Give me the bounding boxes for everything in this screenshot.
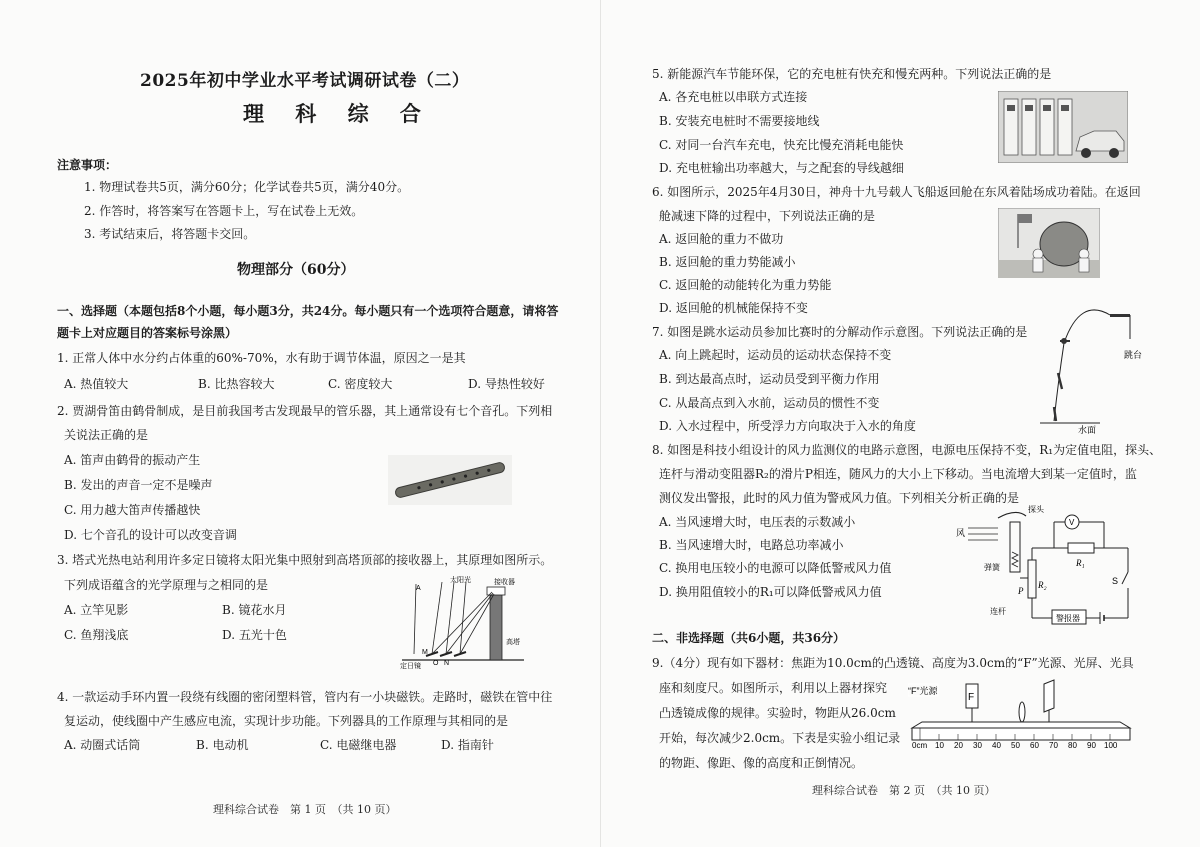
q3-stem: 3. 塔式光热电站利用许多定日镜将太阳光集中照射到高塔顶部的接收器上，其原理如图所示。 bbox=[57, 553, 553, 567]
bone-flute-image bbox=[388, 455, 512, 505]
q2-option-d: D. 七个音孔的设计可以改变音调 bbox=[64, 528, 237, 542]
q6-option-d: D. 返回舱的机械能保持不变 bbox=[659, 301, 808, 315]
q9-text: 的物距、像距、像的高度和正倒情况。 bbox=[659, 756, 864, 770]
q8-option-a: A. 当风速增大时，电压表的示数减小 bbox=[659, 515, 856, 529]
label-f-source: “F”光源 bbox=[908, 686, 938, 696]
notice-item: 2. 作答时，将答案写在答题卡上，写在试卷上无效。 bbox=[84, 204, 364, 218]
label-r1: R₁ bbox=[1076, 558, 1085, 568]
notice-title: 注意事项： bbox=[57, 158, 118, 172]
q1-option-a: A. 热值较大 bbox=[64, 377, 129, 391]
scale-tick-label: 70 bbox=[1049, 741, 1058, 748]
q9-text: 座和刻度尺。如图所示，利用以上器材探究 bbox=[659, 681, 888, 695]
q6-option-b: B. 返回舱的重力势能减小 bbox=[659, 255, 796, 269]
q5-option-a: A. 各充电桩以串联方式连接 bbox=[659, 90, 808, 104]
page-2 bbox=[600, 0, 1200, 847]
q2-option-c: C. 用力越大笛声传播越快 bbox=[64, 503, 201, 517]
scale-tick-label: 20 bbox=[954, 741, 963, 748]
q7-option-b: B. 到达最高点时，运动员受到平衡力作用 bbox=[659, 372, 880, 386]
scale-tick-label: 90 bbox=[1087, 741, 1096, 748]
label-probe: 探头 bbox=[1028, 505, 1044, 514]
page-footer: 理科综合试卷 第 1 页 （共 10 页） bbox=[213, 803, 397, 816]
label-water-surface: 水面 bbox=[1078, 425, 1097, 435]
label-r2: R₂ bbox=[1038, 580, 1047, 590]
scale-tick-label: 10 bbox=[935, 741, 944, 748]
label-diving-board: 跳台 bbox=[1124, 350, 1143, 360]
q1-option-c: C. 密度较大 bbox=[328, 377, 393, 391]
label-spring: 弹簧 bbox=[984, 563, 1000, 572]
label-receiver: 接收器 bbox=[494, 579, 515, 586]
label-n: N bbox=[444, 660, 450, 667]
q9-text: 开始，每次减少2.0cm。下表是实验小组记录 bbox=[659, 731, 901, 745]
diving-diagram bbox=[1040, 303, 1156, 435]
solar-tower-diagram bbox=[398, 574, 528, 670]
label-heliostat: 定日镜 bbox=[400, 663, 421, 670]
exam-subtitle: 理 科 综 合 bbox=[243, 101, 433, 126]
scale-tick-label: 100 bbox=[1104, 741, 1118, 748]
q6-option-a: A. 返回舱的重力不做功 bbox=[659, 232, 784, 246]
part1-heading: 题卡上对应题目的答案标号涂黑） bbox=[57, 326, 238, 340]
q3-option-c: C. 鱼翔浅底 bbox=[64, 628, 129, 642]
scale-tick-label: 0cm bbox=[912, 741, 928, 748]
q6-stem: 舱减速下降的过程中，下列说法正确的是 bbox=[659, 209, 876, 223]
q4-option-b: B. 电动机 bbox=[196, 738, 249, 752]
notice-item: 1. 物理试卷共5页，满分60分；化学试卷共5页，满分40分。 bbox=[84, 180, 410, 194]
q5-option-c: C. 对同一台汽车充电，快充比慢充消耗电能快 bbox=[659, 138, 904, 152]
label-sunlight: 太阳光 bbox=[450, 577, 471, 584]
label-switch: S bbox=[1112, 576, 1119, 586]
label-f: F bbox=[968, 692, 975, 703]
q7-stem: 7. 如图是跳水运动员参加比赛时的分解动作示意图。下列说法正确的是 bbox=[652, 325, 1028, 339]
label-p: P bbox=[1018, 586, 1024, 596]
charging-station-photo bbox=[998, 91, 1128, 163]
label-a: A bbox=[416, 585, 421, 592]
q4-option-a: A. 动圈式话筒 bbox=[64, 738, 141, 752]
scale-tick-label: 60 bbox=[1030, 741, 1039, 748]
q7-option-c: C. 从最高点到入水前，运动员的惯性不变 bbox=[659, 396, 880, 410]
q1-option-b: B. 比热容较大 bbox=[198, 377, 275, 391]
q8-option-d: D. 换用阻值较小的R₁可以降低警戒风力值 bbox=[659, 585, 882, 599]
q4-option-d: D. 指南针 bbox=[441, 738, 494, 752]
q8-option-b: B. 当风速增大时，电路总功率减小 bbox=[659, 538, 844, 552]
q4-stem: 4. 一款运动手环内置一段绕有线圈的密闭塑料管，管内有一小块磁铁。走路时，磁铁在管中往 bbox=[57, 690, 553, 704]
q6-stem: 6. 如图所示，2025年4月30日，神舟十九号载人飞船返回舱在东风着陆场成功着陆。在返回 bbox=[652, 185, 1141, 199]
q7-option-d: D. 入水过程中，所受浮力方向取决于入水的角度 bbox=[659, 419, 916, 433]
q9-text: 9.（4分）现有如下器材：焦距为10.0cm的凸透镜、高度为3.0cm的“F”光源、光屏、光具 bbox=[652, 656, 1134, 670]
part2-heading: 二、非选择题（共6小题，共36分） bbox=[652, 631, 846, 645]
label-rod: 连杆 bbox=[990, 607, 1006, 616]
optical-bench-diagram bbox=[908, 678, 1134, 748]
q8-stem: 测仪发出警报，此时的风力值为警戒风力值。下列相关分析正确的是 bbox=[659, 491, 1020, 505]
q1-option-d: D. 导热性较好 bbox=[468, 377, 545, 391]
label-m: M bbox=[422, 649, 428, 656]
q3-option-a: A. 立竿见影 bbox=[64, 603, 129, 617]
q3-stem: 下列成语蕴含的光学原理与之相同的是 bbox=[64, 578, 269, 592]
return-capsule-photo bbox=[998, 208, 1100, 278]
q8-stem: 连杆与滑动变阻器R₂的滑片P相连，随风力的大小上下移动。当电流增大到某一定值时，监 bbox=[659, 467, 1137, 481]
label-alarm: 警报器 bbox=[1056, 614, 1080, 623]
q2-option-b: B. 发出的声音一定不是噪声 bbox=[64, 478, 213, 492]
q6-option-c: C. 返回舱的动能转化为重力势能 bbox=[659, 278, 832, 292]
q8-stem: 8. 如图是科技小组设计的风力监测仪的电路示意图，电源电压保持不变，R₁为定值电阻，探头、 bbox=[652, 443, 1162, 457]
scale-tick-label: 40 bbox=[992, 741, 1001, 748]
label-voltmeter: V bbox=[1069, 518, 1075, 527]
q2-stem: 关说法正确的是 bbox=[64, 428, 149, 442]
q1-stem: 1. 正常人体中水分约占体重的60%-70%，水有助于调节体温，原因之一是其 bbox=[57, 351, 466, 365]
scale-tick-label: 80 bbox=[1068, 741, 1077, 748]
q2-stem: 2. 贾湖骨笛由鹤骨制成，是目前我国考古发现最早的管乐器，其上通常设有七个音孔。下列相 bbox=[57, 404, 553, 418]
q7-option-a: A. 向上跳起时，运动员的运动状态保持不变 bbox=[659, 348, 892, 362]
notice-item: 3. 考试结束后，将答题卡交回。 bbox=[84, 227, 256, 241]
q2-option-a: A. 笛声由鹤骨的振动产生 bbox=[64, 453, 201, 467]
scale-tick-label: 50 bbox=[1011, 741, 1020, 748]
label-wind: 风 bbox=[956, 528, 966, 538]
q4-option-c: C. 电磁继电器 bbox=[320, 738, 397, 752]
label-o: O bbox=[433, 660, 439, 667]
q3-option-d: D. 五光十色 bbox=[222, 628, 287, 642]
q5-option-d: D. 充电桩输出功率越大，与之配套的导线越细 bbox=[659, 161, 904, 175]
q4-stem: 复运动，使线圈中产生感应电流，实现计步功能。下列器具的工作原理与其相同的是 bbox=[64, 714, 509, 728]
scale-tick-label: 30 bbox=[973, 741, 982, 748]
q5-option-b: B. 安装充电桩时不需要接地线 bbox=[659, 114, 820, 128]
wind-circuit-diagram bbox=[954, 502, 1132, 628]
section-title: 物理部分（60分） bbox=[237, 262, 355, 278]
q5-stem: 5. 新能源汽车节能环保，它的充电桩有快充和慢充两种。下列说法正确的是 bbox=[652, 67, 1052, 81]
page-footer: 理科综合试卷 第 2 页 （共 10 页） bbox=[812, 784, 996, 797]
q3-option-b: B. 镜花水月 bbox=[222, 603, 287, 617]
q9-text: 凸透镜成像的规律。实验时，物距从26.0cm bbox=[659, 706, 896, 720]
label-tower: 高塔 bbox=[506, 639, 520, 646]
exam-title: 2025年初中学业水平考试调研试卷（二） bbox=[140, 71, 470, 91]
q8-option-c: C. 换用电压较小的电源可以降低警戒风力值 bbox=[659, 561, 892, 575]
part1-heading: 一、选择题（本题包括8个小题，每小题3分，共24分。每小题只有一个选项符合题意，请将答 bbox=[57, 304, 559, 318]
